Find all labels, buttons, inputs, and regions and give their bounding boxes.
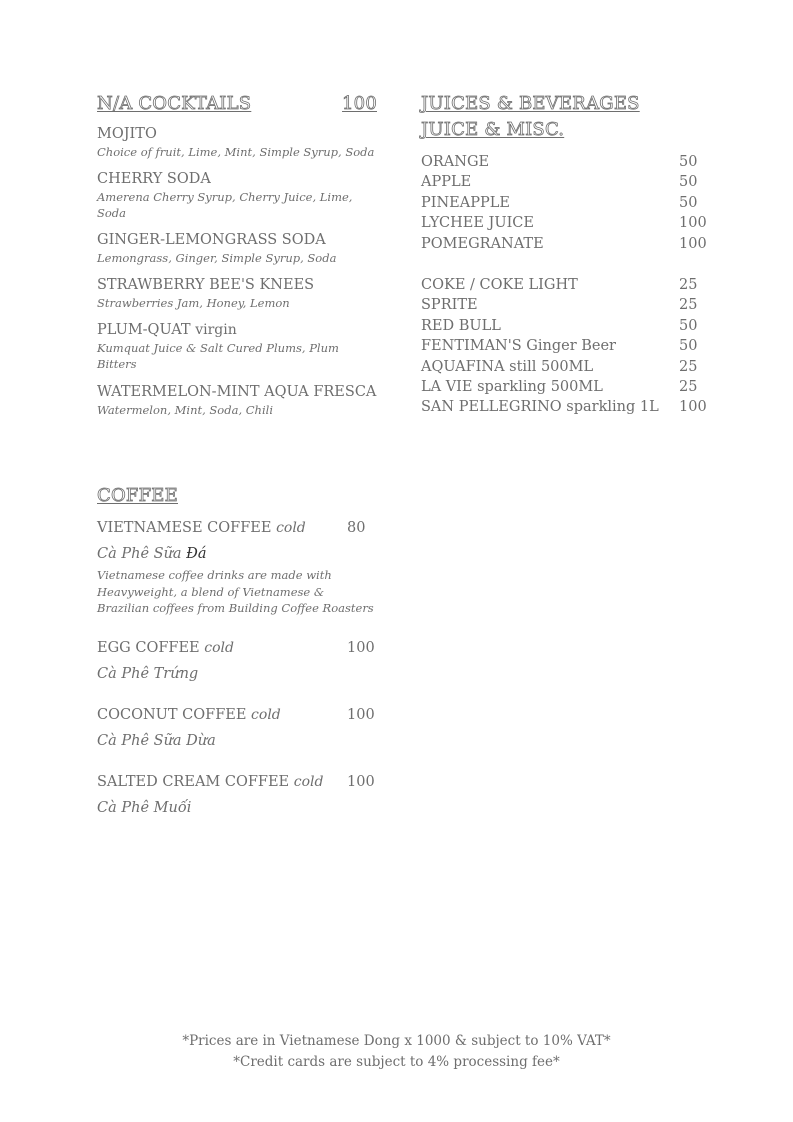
item-price: 25 xyxy=(679,379,698,396)
item-price: 100 xyxy=(347,639,375,656)
item-name: MOJITO xyxy=(97,126,157,142)
item-name: SPRITE xyxy=(421,297,478,314)
item-name: AQUAFINA still 500ML xyxy=(421,358,594,375)
item-name: CHERRY SODA xyxy=(97,171,211,187)
item-temp: cold xyxy=(276,520,306,536)
item-name: STRAWBERRY BEE'S KNEES xyxy=(97,277,315,293)
item-temp: cold xyxy=(204,639,234,656)
footer-notes xyxy=(0,1031,793,1073)
item-name-line xyxy=(97,706,377,725)
vietnamese-name xyxy=(97,545,377,564)
item-price: 50 xyxy=(679,338,698,355)
item-price: 25 xyxy=(679,297,698,314)
na-cocktails-header xyxy=(97,93,377,115)
coffee-item-egg xyxy=(97,639,377,684)
list-item xyxy=(421,172,711,192)
na-cocktails-section xyxy=(97,93,377,418)
footer-vat-note: *Prices are in Vietnamese Dong x 1000 & subject to 10% VAT* xyxy=(182,1033,611,1049)
juice-list xyxy=(421,152,711,418)
vietnamese-name-part: Đá xyxy=(186,546,207,562)
spacer xyxy=(421,254,711,275)
item-name: VIETNAMESE COFFEE xyxy=(97,520,272,536)
list-item xyxy=(421,234,711,254)
item-name: COCONUT COFFEE xyxy=(97,706,247,723)
vietnamese-name: Cà Phê Trứng xyxy=(97,665,199,682)
item-variant: virgin xyxy=(195,322,237,338)
menu-item-cherry-soda xyxy=(97,170,377,221)
item-name: POMEGRANATE xyxy=(421,235,544,252)
list-item xyxy=(421,377,711,397)
menu-item-plum-quat xyxy=(97,321,377,372)
coffee-header xyxy=(97,485,377,507)
item-temp: cold xyxy=(293,773,324,790)
item-description: Amerena Cherry Syrup, Cherry Juice, Lime, Soda xyxy=(97,190,353,220)
list-item xyxy=(421,397,711,417)
item-description: Vietnamese coffee drinks are made with Heavyweight, a blend of Vietnamese & Brazilian coffees from Building Coffee Roasters xyxy=(97,568,374,615)
juices-beverages-section xyxy=(421,93,711,418)
item-name: PINEAPPLE xyxy=(421,194,510,211)
item-description: Lemongrass, Ginger, Simple Syrup, Soda xyxy=(97,251,337,265)
item-price: 100 xyxy=(679,215,707,232)
menu-item-watermelon-mint-aqua-fresca xyxy=(97,382,377,418)
item-name: FENTIMAN'S Ginger Beer xyxy=(421,338,616,355)
item-name-line xyxy=(97,639,377,658)
coffee-item-coconut xyxy=(97,706,377,751)
item-name: COKE / COKE LIGHT xyxy=(421,277,578,294)
section-title: N/A COCKTAILS xyxy=(97,93,252,114)
vietnamese-name-part: Cà Phê Sữa xyxy=(97,546,187,562)
item-name-line xyxy=(97,519,377,538)
item-name: RED BULL xyxy=(421,317,501,334)
item-price: 80 xyxy=(347,520,366,536)
list-item xyxy=(421,316,711,336)
item-description: Choice of fruit, Lime, Mint, Simple Syrup, Soda xyxy=(97,145,375,159)
item-name: LA VIE sparkling 500ML xyxy=(421,379,603,396)
item-name-line xyxy=(97,773,377,792)
item-description: Watermelon, Mint, Soda, Chili xyxy=(97,403,273,417)
list-item xyxy=(421,295,711,315)
juices-header xyxy=(421,93,711,115)
item-price: 100 xyxy=(679,235,707,252)
item-price: 50 xyxy=(679,154,698,170)
item-name-line xyxy=(97,321,377,340)
item-name: LYCHEE JUICE xyxy=(421,215,534,232)
list-item xyxy=(421,213,711,233)
section-subtitle: JUICE & MISC. xyxy=(421,119,565,140)
list-item xyxy=(421,193,711,213)
item-price: 100 xyxy=(347,706,375,723)
item-price: 50 xyxy=(679,194,698,211)
item-name: GINGER-LEMONGRASS SODA xyxy=(97,232,326,248)
vietnamese-name: Cà Phê Muối xyxy=(97,799,192,816)
item-price: 50 xyxy=(679,317,698,334)
menu-item-mojito xyxy=(97,125,377,160)
section-title: COFFEE xyxy=(97,485,178,506)
item-name: PLUM-QUAT xyxy=(97,322,191,338)
list-item xyxy=(421,275,711,295)
section-price: 100 xyxy=(342,93,377,114)
section-title: JUICES & BEVERAGES xyxy=(421,93,640,114)
menu-item-strawberry-bees-knees xyxy=(97,276,377,311)
item-name: EGG COFFEE xyxy=(97,639,200,656)
item-temp: cold xyxy=(251,706,281,723)
item-price: 100 xyxy=(679,399,707,416)
item-price: 25 xyxy=(679,277,698,294)
item-name: SAN PELLEGRINO sparkling 1L xyxy=(421,399,659,416)
item-description: Kumquat Juice & Salt Cured Plums, Plum Bitters xyxy=(97,341,339,371)
item-price: 50 xyxy=(679,174,698,191)
item-description: Strawberries Jam, Honey, Lemon xyxy=(97,296,290,310)
item-name: ORANGE xyxy=(421,154,490,170)
item-price: 25 xyxy=(679,358,698,375)
coffee-item-vietnamese xyxy=(97,519,377,617)
vietnamese-name: Cà Phê Sữa Dừa xyxy=(97,732,216,749)
footer-card-fee-note: *Credit cards are subject to 4% processing fee* xyxy=(233,1054,560,1070)
list-item xyxy=(421,336,711,356)
item-price: 100 xyxy=(347,773,375,790)
list-item xyxy=(421,357,711,377)
list-item xyxy=(421,152,711,172)
item-name: SALTED CREAM COFFEE xyxy=(97,773,290,790)
juice-misc-subheader xyxy=(421,119,711,141)
item-name: WATERMELON-MINT AQUA FRESCA xyxy=(97,384,377,400)
coffee-item-salted-cream xyxy=(97,773,377,818)
coffee-section xyxy=(97,485,377,818)
menu-item-ginger-lemongrass-soda xyxy=(97,231,377,266)
item-name: APPLE xyxy=(421,174,472,191)
